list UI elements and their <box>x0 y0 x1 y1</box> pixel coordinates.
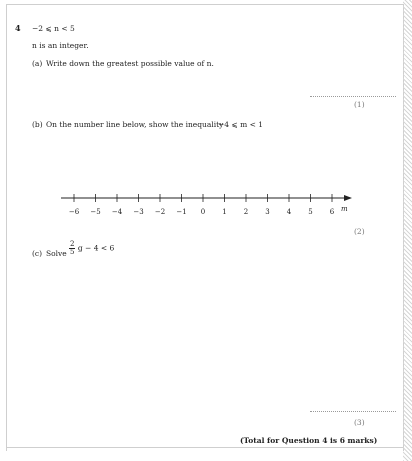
part-a-label: (a) <box>32 59 43 68</box>
number-line-tick-label: −3 <box>133 208 144 216</box>
number-line-tick-label: −1 <box>176 208 187 216</box>
number-line[interactable] <box>55 188 365 222</box>
number-line-tick-label: 3 <box>265 208 270 216</box>
number-line-tick-label: −4 <box>111 208 123 216</box>
number-line-variable: m <box>341 205 348 213</box>
question-note: n is an integer. <box>32 41 89 50</box>
part-a-text: Write down the greatest possible value of n. <box>46 59 214 68</box>
number-line-tick-label: −5 <box>90 208 101 216</box>
part-c-mark: (3) <box>354 418 365 427</box>
fraction-numerator: 2 <box>70 240 75 248</box>
bottom-rule <box>6 447 403 448</box>
part-c-text: Solve <box>46 249 67 258</box>
number-line-tick-label: 4 <box>286 208 292 216</box>
part-a-answer-line[interactable] <box>310 96 396 97</box>
part-b-inequality: −4 ⩽ m < 1 <box>218 120 264 129</box>
part-a-mark: (1) <box>354 100 365 109</box>
number-line-tick-label: −2 <box>154 208 166 216</box>
part-b-mark: (2) <box>354 227 365 236</box>
number-line-tick-label: 5 <box>308 208 313 216</box>
fraction <box>69 241 75 256</box>
expression-rest: g − 4 < 6 <box>77 243 115 253</box>
number-line-tick-label: 0 <box>200 208 206 216</box>
part-b-text: On the number line below, show the inequality <box>46 120 224 129</box>
number-line-tick-label: 1 <box>222 208 227 216</box>
number-line-tick-label: 2 <box>243 208 249 216</box>
fraction-denominator: 5 <box>70 248 75 256</box>
question-number: 4 <box>15 23 21 33</box>
part-b-label: (b) <box>32 120 43 129</box>
total-marks: (Total for Question 4 is 6 marks) <box>240 436 378 445</box>
number-line-arrow <box>344 195 352 201</box>
question-condition: −2 ⩽ n < 5 <box>32 24 75 33</box>
part-c-answer-line[interactable] <box>310 411 396 412</box>
page-frame <box>6 4 404 451</box>
part-c-expression <box>69 241 114 256</box>
number-line-tick-label: 6 <box>329 208 335 216</box>
number-line-tick-label: −6 <box>68 208 80 216</box>
part-c-label: (c) <box>32 249 43 258</box>
margin-hatching <box>403 0 412 461</box>
